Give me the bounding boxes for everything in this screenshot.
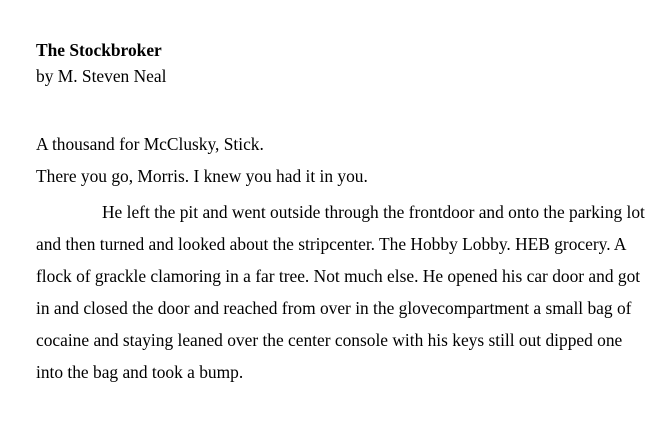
body-paragraph: He left the pit and went outside through the frontdoor and onto the parking lot and then turned and looked about the stripcenter. The Hobby Lobby. HEB grocery. A flock of grackle clamoring in a far tree. Not much else. He opened his car door and got in and closed the door and reached from over in the glovecompartment a small bag of cocaine and staying leaned over the center console with his keys still out dipped one into the bag and took a bump.: [36, 202, 645, 382]
blank-line: [36, 90, 646, 132]
document-byline: by M. Steven Neal: [36, 66, 167, 86]
dialogue-line-1: A thousand for McClusky, Stick.: [36, 134, 264, 154]
document-body: [36, 38, 646, 388]
document-title: The Stockbroker: [36, 40, 162, 60]
dialogue-line-2: There you go, Morris. I knew you had it in you.: [36, 166, 368, 186]
